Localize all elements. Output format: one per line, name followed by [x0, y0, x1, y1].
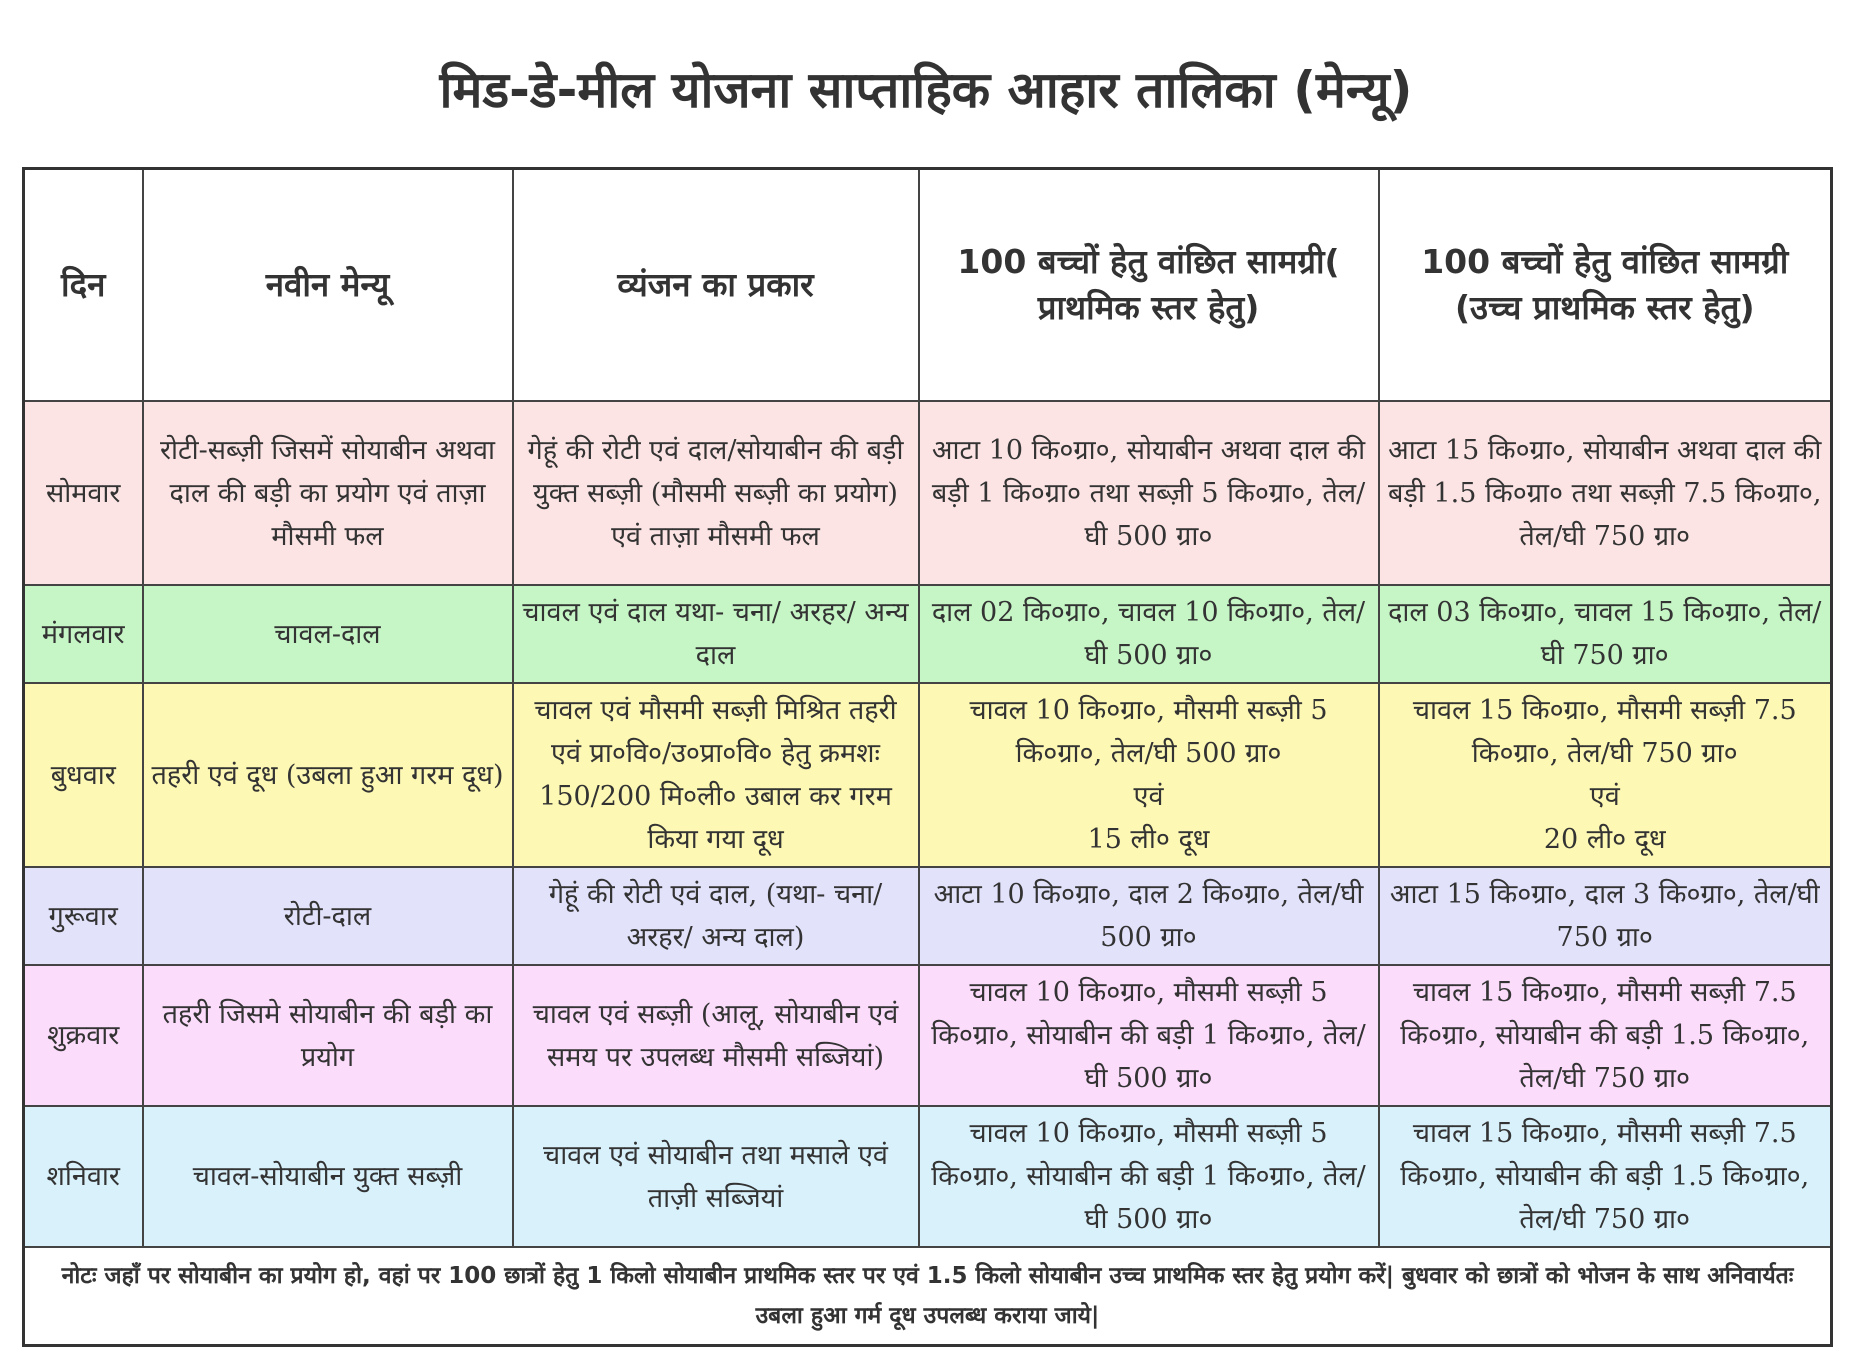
dish-cell: चावल एवं सब्ज़ी (आलू, सोयाबीन एवं समय पर उपलब्ध मौसमी सब्जियां)	[513, 965, 919, 1106]
dish-cell: चावल एवं दाल यथा- चना/ अरहर/ अन्य दाल	[513, 585, 919, 683]
page-title: मिड-डे-मील योजना साप्ताहिक आहार तालिका (मेन्यू)	[439, 61, 1413, 119]
table-row	[24, 1106, 1832, 1247]
menu-cell: रोटी-सब्ज़ी जिसमें सोयाबीन अथवा दाल की बड़ी का प्रयोग एवं ताज़ा मौसमी फल	[143, 401, 513, 585]
table-row	[24, 683, 1832, 867]
table-row	[24, 401, 1832, 585]
primary-cell: चावल 10 कि०ग्रा०, मौसमी सब्ज़ी 5 कि०ग्रा०, तेल/घी 500 ग्रा० एवं 15 ली० दूध	[919, 683, 1379, 867]
day-cell: मंगलवार	[24, 585, 143, 683]
upper-cell: चावल 15 कि०ग्रा०, मौसमी सब्ज़ी 7.5 कि०ग्रा०, तेल/घी 750 ग्रा० एवं 20 ली० दूध	[1379, 683, 1832, 867]
primary-cell: चावल 10 कि०ग्रा०, मौसमी सब्ज़ी 5 कि०ग्रा०, सोयाबीन की बड़ी 1 कि०ग्रा०, तेल/घी 500 ग्रा०	[919, 1106, 1379, 1247]
table-row	[24, 867, 1832, 965]
primary-cell: आटा 10 कि०ग्रा०, सोयाबीन अथवा दाल की बड़ी 1 कि०ग्रा० तथा सब्ज़ी 5 कि०ग्रा०, तेल/घी 500 ग्रा०	[919, 401, 1379, 585]
day-cell: बुधवार	[24, 683, 143, 867]
header-menu: नवीन मेन्यू	[143, 169, 513, 402]
dish-cell: गेहूं की रोटी एवं दाल, (यथा- चना/ अरहर/ अन्य दाल)	[513, 867, 919, 965]
note-text: नोटः जहाँ पर सोयाबीन का प्रयोग हो, वहां पर 100 छात्रों हेतु 1 किलो सोयाबीन प्राथमिक स्तर पर एवं 1.5 किलो सोयाबीन उच्च प्राथमिक स्तर हेतु प्रयोग करें| बुधवार को छात्रों को भोजन के साथ अनिवार्यतः उबला हुआ गर्म दूध उपलब्ध कराया जाये|	[24, 1247, 1832, 1346]
dish-cell: चावल एवं सोयाबीन तथा मसाले एवं ताज़ी सब्जियां	[513, 1106, 919, 1247]
header-day: दिन	[24, 169, 143, 402]
upper-cell: दाल 03 कि०ग्रा०, चावल 15 कि०ग्रा०, तेल/घी 750 ग्रा०	[1379, 585, 1832, 683]
primary-cell: आटा 10 कि०ग्रा०, दाल 2 कि०ग्रा०, तेल/घी 500 ग्रा०	[919, 867, 1379, 965]
day-cell: सोमवार	[24, 401, 143, 585]
upper-cell: चावल 15 कि०ग्रा०, मौसमी सब्ज़ी 7.5 कि०ग्रा०, सोयाबीन की बड़ी 1.5 कि०ग्रा०, तेल/घी 750 ग्रा०	[1379, 1106, 1832, 1247]
day-cell: शनिवार	[24, 1106, 143, 1247]
menu-cell: रोटी-दाल	[143, 867, 513, 965]
upper-cell: आटा 15 कि०ग्रा०, दाल 3 कि०ग्रा०, तेल/घी 750 ग्रा०	[1379, 867, 1832, 965]
header-row	[24, 169, 1832, 402]
header-dish: व्यंजन का प्रकार	[513, 169, 919, 402]
menu-cell: तहरी एवं दूध (उबला हुआ गरम दूध)	[143, 683, 513, 867]
header-primary: 100 बच्चों हेतु वांछित सामग्री( प्राथमिक स्तर हेतु)	[919, 169, 1379, 402]
dish-cell: गेहूं की रोटी एवं दाल/सोयाबीन की बड़ी युक्त सब्ज़ी (मौसमी सब्ज़ी का प्रयोग) एवं ताज़ा मौसमी फल	[513, 401, 919, 585]
menu-cell: चावल-सोयाबीन युक्त सब्ज़ी	[143, 1106, 513, 1247]
day-cell: गुरूवार	[24, 867, 143, 965]
note-row	[24, 1247, 1832, 1346]
upper-cell: चावल 15 कि०ग्रा०, मौसमी सब्ज़ी 7.5 कि०ग्रा०, सोयाबीन की बड़ी 1.5 कि०ग्रा०, तेल/घी 750 ग्रा०	[1379, 965, 1832, 1106]
day-cell: शुक्रवार	[24, 965, 143, 1106]
table-row	[24, 585, 1832, 683]
upper-cell: आटा 15 कि०ग्रा०, सोयाबीन अथवा दाल की बड़ी 1.5 कि०ग्रा० तथा सब्ज़ी 7.5 कि०ग्रा०, तेल/घी 750 ग्रा०	[1379, 401, 1832, 585]
primary-cell: चावल 10 कि०ग्रा०, मौसमी सब्ज़ी 5 कि०ग्रा०, सोयाबीन की बड़ी 1 कि०ग्रा०, तेल/घी 500 ग्रा०	[919, 965, 1379, 1106]
menu-cell: तहरी जिसमे सोयाबीन की बड़ी का प्रयोग	[143, 965, 513, 1106]
dish-cell: चावल एवं मौसमी सब्ज़ी मिश्रित तहरी एवं प्रा०वि०/उ०प्रा०वि० हेतु क्रमशः 150/200 मि०ली० उबाल कर गरम किया गया दूध	[513, 683, 919, 867]
table-row	[24, 965, 1832, 1106]
menu-table	[22, 167, 1833, 1347]
menu-cell: चावल-दाल	[143, 585, 513, 683]
header-upper: 100 बच्चों हेतु वांछित सामग्री (उच्च प्राथमिक स्तर हेतु)	[1379, 169, 1832, 402]
primary-cell: दाल 02 कि०ग्रा०, चावल 10 कि०ग्रा०, तेल/घी 500 ग्रा०	[919, 585, 1379, 683]
